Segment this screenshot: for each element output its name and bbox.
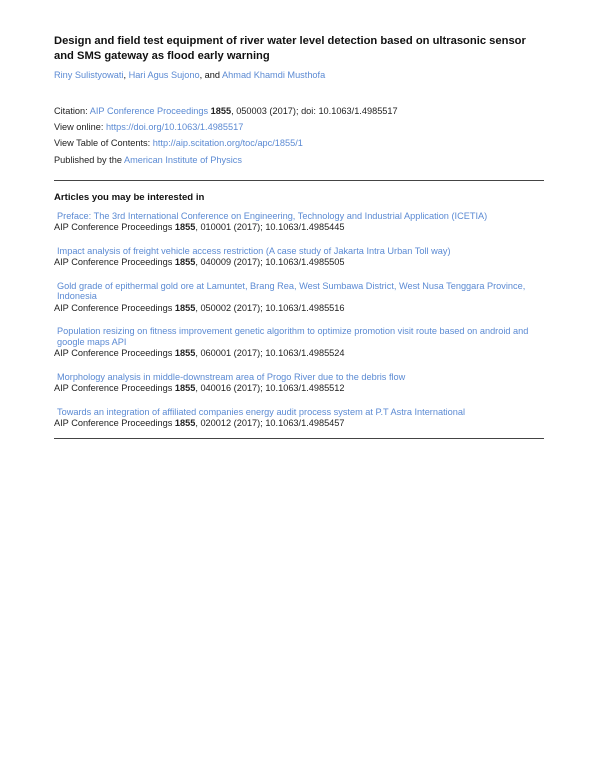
citation-details: , 050003 (2017); doi: 10.1063/1.4985517 bbox=[231, 106, 398, 116]
article-link[interactable]: Towards an integration of affiliated companies energy audit process system at P.T Astra International bbox=[57, 406, 466, 417]
citation-row bbox=[54, 103, 544, 119]
author-link[interactable]: Hari Agus Sujono bbox=[128, 70, 200, 80]
article-citation: AIP Conference Proceedings 1855, 040009 (2017); 10.1063/1.4985505 bbox=[54, 257, 345, 268]
article-link[interactable]: Gold grade of epithermal gold ore at Lamuntet, Brang Rea, West Sumbawa District, West Nusa Tenggara Province, Indonesia bbox=[57, 280, 526, 302]
divider-top bbox=[54, 180, 544, 181]
article-citation: AIP Conference Proceedings 1855, 020012 (2017); 10.1063/1.4985457 bbox=[54, 418, 345, 429]
list-item bbox=[54, 246, 544, 269]
toc-label: View Table of Contents: bbox=[54, 138, 153, 149]
view-online-row bbox=[54, 119, 544, 135]
view-online-label: View online: bbox=[54, 122, 106, 133]
toc-link[interactable]: http://aip.scitation.org/toc/apc/1855/1 bbox=[152, 138, 303, 149]
list-item bbox=[54, 211, 544, 234]
article-link[interactable]: Population resizing on fitness improvement genetic algorithm to optimize promotion visit route based on android and google maps API bbox=[57, 326, 529, 347]
divider-bottom bbox=[54, 438, 544, 439]
publisher-row bbox=[54, 152, 544, 168]
list-item bbox=[54, 281, 544, 314]
article-link[interactable]: Preface: The 3rd International Conference on Engineering, Technology and Industrial Application (ICETIA) bbox=[57, 210, 488, 221]
journal-link[interactable]: AIP Conference Proceedings bbox=[89, 106, 209, 116]
cover-page bbox=[54, 34, 544, 442]
article-citation: AIP Conference Proceedings 1855, 050002 (2017); 10.1063/1.4985516 bbox=[54, 302, 345, 313]
article-link[interactable]: Morphology analysis in middle-downstream area of Progo River due to the debris flow bbox=[57, 371, 406, 382]
list-item bbox=[54, 372, 544, 395]
related-articles-list bbox=[54, 211, 544, 430]
doi-link[interactable]: https://doi.org/10.1063/1.4985517 bbox=[105, 122, 244, 133]
author-and: , and bbox=[199, 70, 223, 80]
article-citation: AIP Conference Proceedings 1855, 060001 (2017); 10.1063/1.4985524 bbox=[54, 348, 345, 359]
article-citation: AIP Conference Proceedings 1855, 040016 (2017); 10.1063/1.4985512 bbox=[54, 383, 345, 394]
volume-number: 1855 bbox=[210, 106, 232, 116]
publisher-link[interactable]: American Institute of Physics bbox=[123, 154, 242, 165]
author-separator: , bbox=[123, 70, 129, 80]
list-item bbox=[54, 326, 544, 359]
author-link[interactable]: Ahmad Khamdi Musthofa bbox=[222, 70, 326, 80]
related-articles-heading: Articles you may be interested in bbox=[54, 191, 205, 203]
author-list bbox=[54, 69, 544, 81]
article-link[interactable]: Impact analysis of freight vehicle access restriction (A case study of Jakarta Intra Urban Toll way) bbox=[57, 245, 451, 256]
publisher-label: Published by the bbox=[54, 154, 124, 165]
citation-block bbox=[54, 103, 544, 168]
author-link[interactable]: Riny Sulistyowati bbox=[54, 70, 124, 80]
list-item bbox=[54, 407, 544, 430]
article-citation: AIP Conference Proceedings 1855, 010001 (2017); 10.1063/1.4985445 bbox=[54, 222, 345, 233]
toc-row bbox=[54, 135, 544, 151]
paper-title: Design and field test equipment of river water level detection based on ultrasonic sensor and SMS gateway as flood early warning bbox=[54, 35, 526, 62]
citation-label: Citation: bbox=[54, 106, 90, 116]
